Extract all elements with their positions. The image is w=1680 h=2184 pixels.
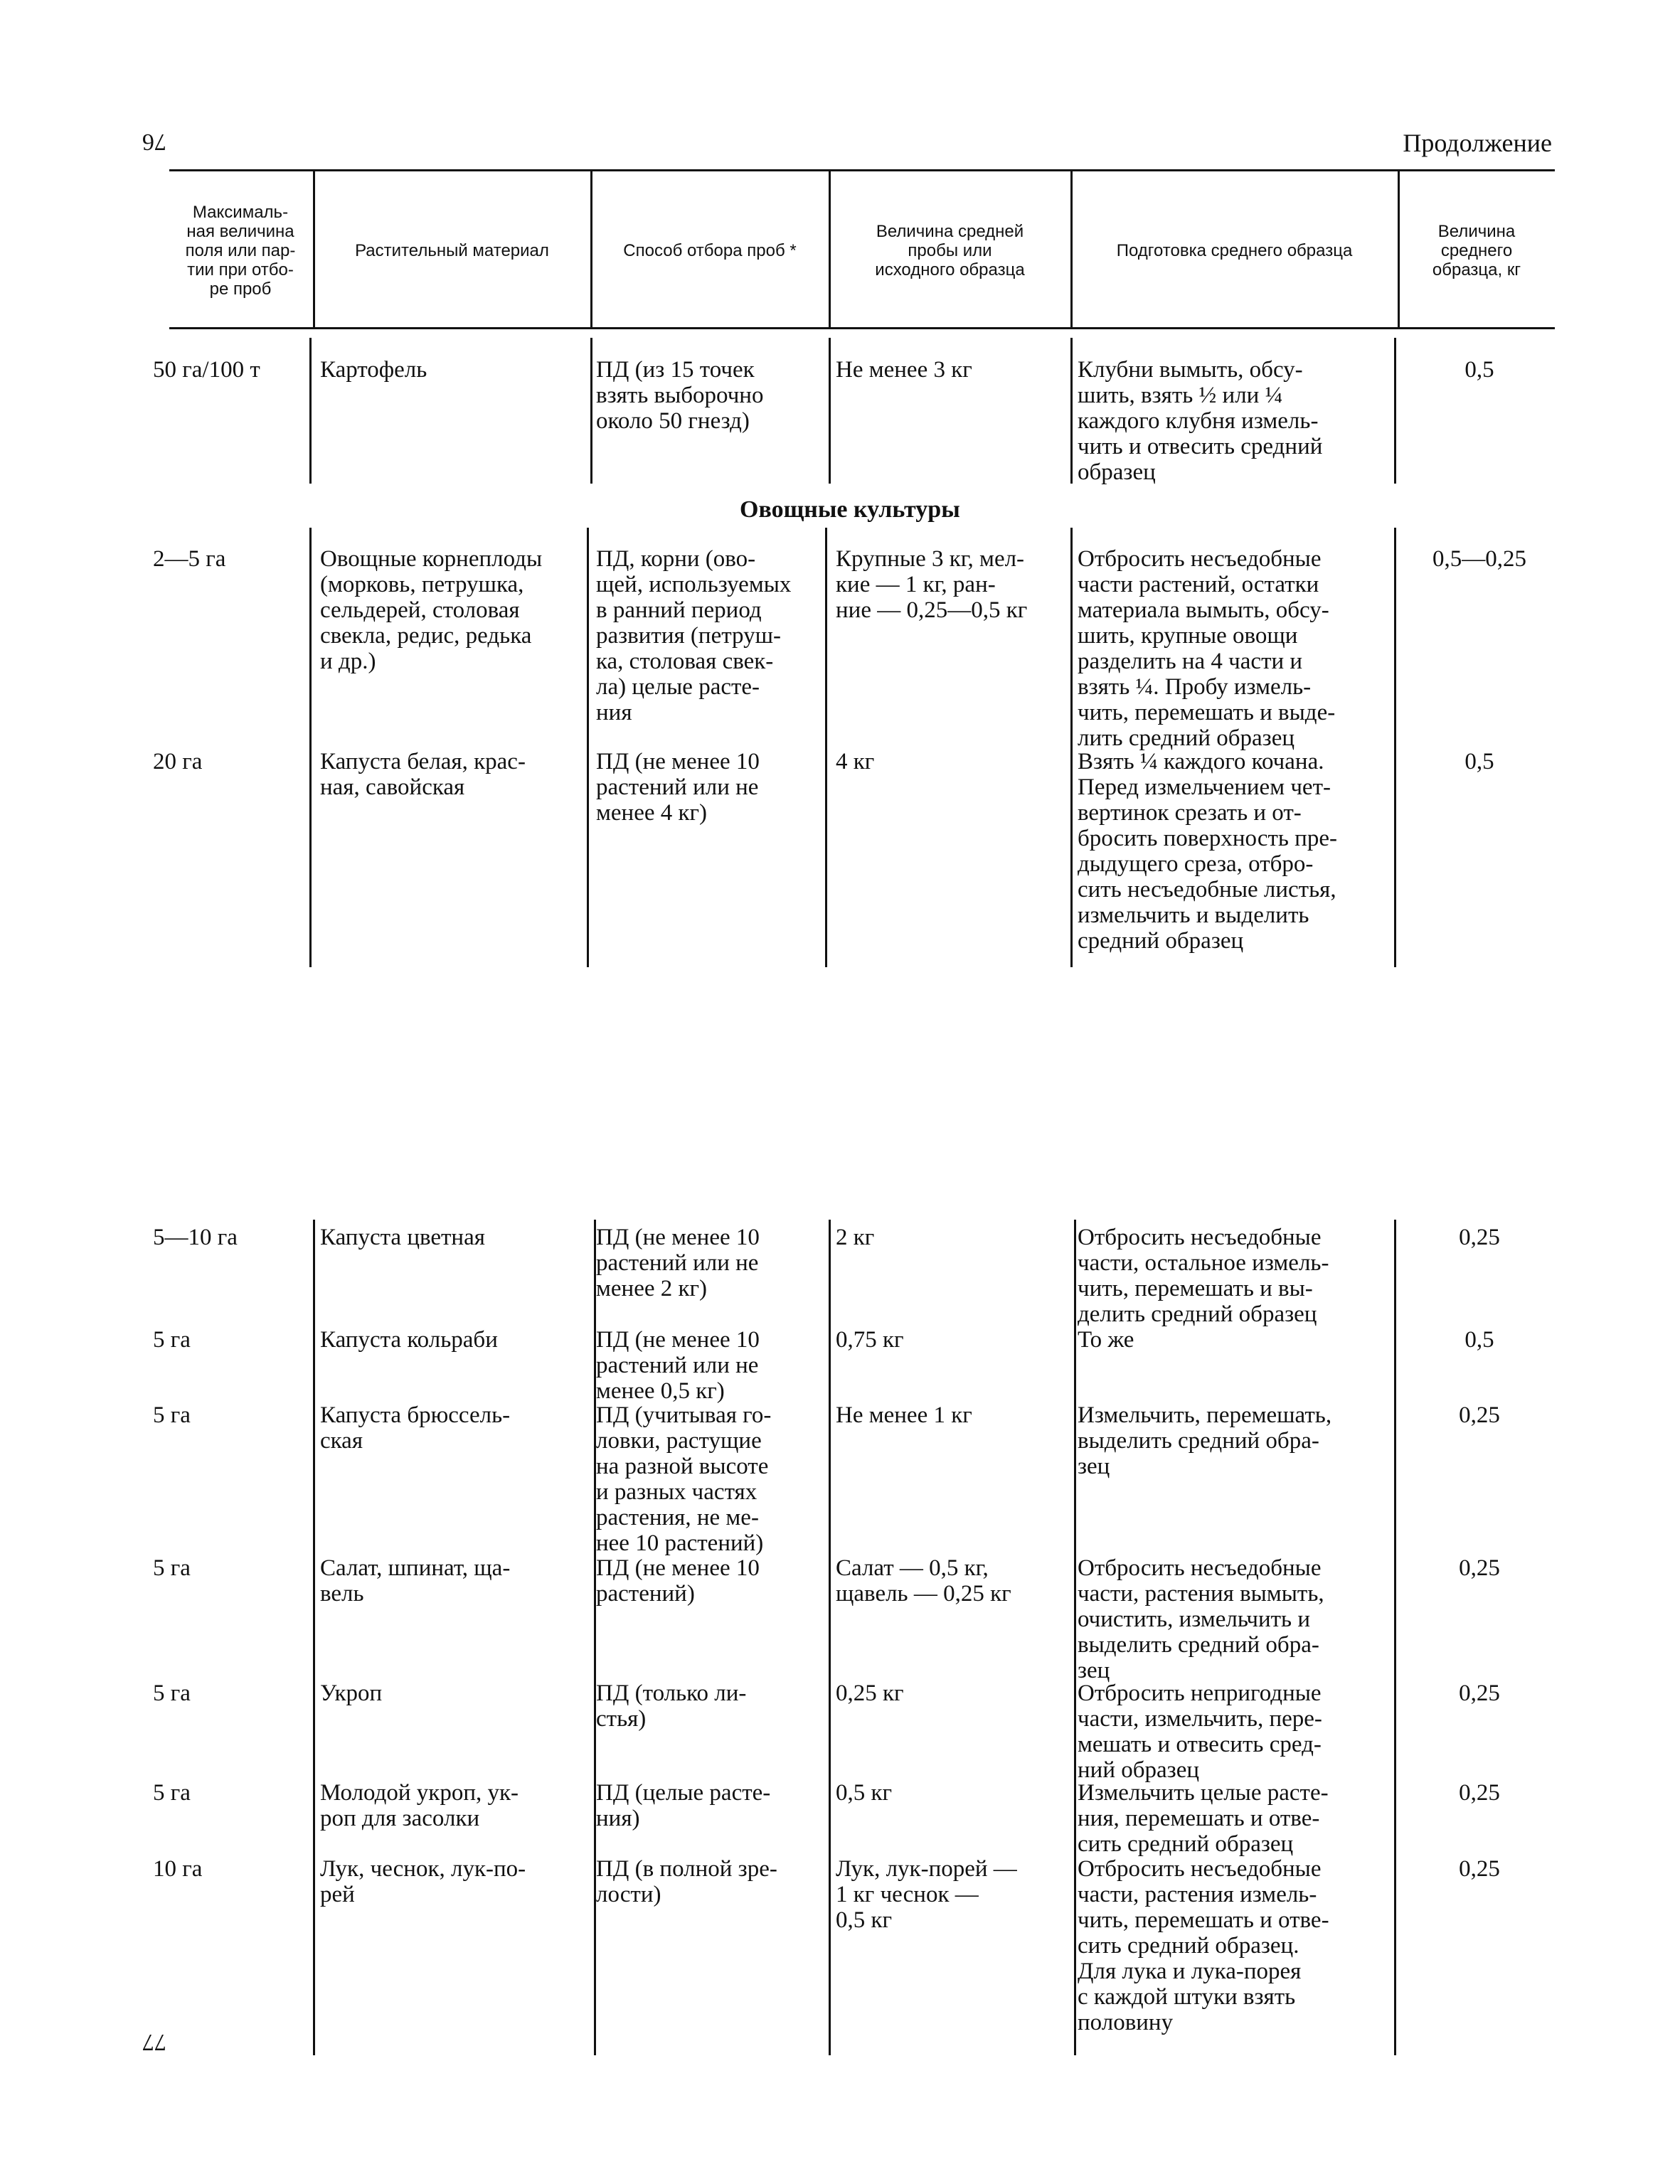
cell-sample-value: 0,5: [1464, 749, 1494, 774]
cell-preparation: Отбросить несъедобные части растений, остатки материала вымыть, обсу- шить, крупные овощи разделить на 4 части и взять ¼. Пробу измель- чить, перемешать и выде- лить средний образец: [1078, 546, 1336, 751]
cell-method: ПД (только ли- стья): [596, 1680, 747, 1732]
cell-preparation: Отбросить несъедобные части, остальное измель- чить, перемешать и вы- делить средний образец: [1078, 1225, 1329, 1327]
column-divider: [309, 338, 312, 484]
cell-area: 5 га: [153, 1680, 191, 1706]
cell-method: ПД (учитывая го- ловки, растущие на разной высоте и разных частях растения, не ме- нее 10 растений): [596, 1402, 772, 1556]
header-preparation: Подготовка среднего образца: [1116, 240, 1353, 260]
cell-method: ПД (в полной зре- лости): [596, 1856, 777, 1907]
column-divider: [1394, 338, 1396, 484]
cell-material: Капуста цветная: [320, 1225, 485, 1250]
cell-preparation: Измельчить целые расте- ния, перемешать и отве- сить средний образец: [1078, 1780, 1329, 1857]
column-divider: [1070, 528, 1073, 967]
cell-area: 5 га: [153, 1555, 191, 1581]
column-divider: [825, 528, 827, 967]
column-divider: [1070, 338, 1073, 484]
cell-area: 5 га: [153, 1327, 191, 1353]
column-divider: [1074, 1220, 1076, 2055]
column-divider: [829, 338, 831, 484]
cell-sample-size: Не менее 1 кг: [836, 1402, 972, 1428]
cell-method: ПД, корни (ово- щей, используемых в ранний период развития (петруш- ка, столовая свек- ла) целые расте- ния: [596, 546, 792, 725]
cell-area: 5 га: [153, 1402, 191, 1428]
cell-preparation: То же: [1078, 1327, 1134, 1353]
cell-material: Картофель: [320, 357, 427, 383]
continuation-label: Продолжение: [1403, 129, 1552, 157]
cell-material: Молодой укроп, ук- роп для засолки: [320, 1780, 519, 1831]
cell-sample-size: 4 кг: [836, 749, 875, 774]
cell-sample-value: 0,25: [1459, 1555, 1500, 1581]
cell-preparation: Клубни вымыть, обсу- шить, взять ½ или ¼ каждого клубня измель- чить и отвесить средний образец: [1078, 357, 1323, 485]
cell-area: 50 га/100 т: [153, 357, 260, 383]
cell-sample-size: 0,75 кг: [836, 1327, 904, 1353]
cell-preparation: Отбросить непригодные части, измельчить, пере- мешать и отвесить сред- ний образец: [1078, 1680, 1322, 1783]
cell-material: Салат, шпинат, ща- вель: [320, 1555, 511, 1607]
column-divider: [590, 338, 592, 484]
cell-sample-value: 0,25: [1459, 1225, 1500, 1250]
cell-area: 10 га: [153, 1856, 203, 1882]
cell-area: 5—10 га: [153, 1225, 238, 1250]
cell-preparation: Измельчить, перемешать, выделить средний обра- зец: [1078, 1402, 1332, 1479]
cell-sample-size: Лук, лук-порей — 1 кг чеснок — 0,5 кг: [836, 1856, 1017, 1933]
cell-material: Капуста кольраби: [320, 1327, 498, 1353]
cell-sample-size: 0,5 кг: [836, 1780, 893, 1806]
cell-sample-value: 0,25: [1459, 1856, 1500, 1882]
page-number-top: 76: [142, 129, 166, 155]
header-sample-value: Величина среднего образца, кг: [1432, 221, 1521, 279]
cell-preparation: Отбросить несъедобные части, растения измель- чить, перемешать и отве- сить средний образец. Для лука и лука-порея с каждой штуки взять половину: [1078, 1856, 1329, 2035]
column-divider: [1394, 528, 1396, 967]
header-sample-size: Величина средней пробы или исходного образца: [875, 221, 1025, 279]
cell-method: ПД (не менее 10 растений или не менее 2 кг): [596, 1225, 760, 1301]
cell-area: 5 га: [153, 1780, 191, 1806]
cell-sample-value: 0,25: [1459, 1780, 1500, 1806]
cell-sample-size: Салат — 0,5 кг, щавель — 0,25 кг: [836, 1555, 1011, 1607]
cell-area: 2—5 га: [153, 546, 226, 572]
cell-area: 20 га: [153, 749, 203, 774]
table-header-rule: [169, 327, 1555, 329]
column-divider: [313, 1220, 315, 2055]
cell-sample-size: 2 кг: [836, 1225, 875, 1250]
cell-method: ПД (целые расте- ния): [596, 1780, 771, 1831]
cell-sample-size: Крупные 3 кг, мел- кие — 1 кг, ран- ние — 0,25—0,5 кг: [836, 546, 1028, 623]
cell-material: Лук, чеснок, лук-по- рей: [320, 1856, 526, 1907]
cell-method: ПД (не менее 10 растений или не менее 0,5 кг): [596, 1327, 760, 1404]
cell-sample-size: Не менее 3 кг: [836, 357, 972, 383]
cell-method: ПД (не менее 10 растений или не менее 4 кг): [596, 749, 760, 826]
cell-sample-value: 0,5: [1464, 1327, 1494, 1353]
section-title: Овощные культуры: [740, 496, 960, 523]
cell-material: Капуста белая, крас- ная, савойская: [320, 749, 526, 800]
header-material: Растительный материал: [355, 240, 549, 260]
header-method: Способ отбора проб *: [623, 240, 797, 260]
column-divider: [829, 1220, 831, 2055]
page-number-bottom: 77: [142, 2029, 166, 2055]
column-divider: [587, 528, 589, 967]
cell-sample-value: 0,5—0,25: [1432, 546, 1526, 572]
cell-material: Овощные корнеплоды (морковь, петрушка, сельдерей, столовая свекла, редис, редька и др.): [320, 546, 543, 674]
header-area: Максималь- ная величина поля или пар- тии при отбо- ре проб: [185, 202, 296, 299]
cell-method: ПД (из 15 точек взять выборочно около 50 гнезд): [596, 357, 764, 434]
cell-material: Капуста брюссель- ская: [320, 1402, 511, 1454]
cell-sample-value: 0,5: [1464, 357, 1494, 383]
cell-method: ПД (не менее 10 растений): [596, 1555, 760, 1607]
column-divider: [1394, 1220, 1396, 2055]
cell-material: Укроп: [320, 1680, 383, 1706]
cell-preparation: Взять ¼ каждого кочана. Перед измельчением чет- вертинок срезать и от- бросить поверхность пре- дыдущего среза, отбро- сить несъедобные листья, измельчить и выделить средний образец: [1078, 749, 1337, 954]
cell-sample-value: 0,25: [1459, 1680, 1500, 1706]
cell-sample-size: 0,25 кг: [836, 1680, 904, 1706]
cell-preparation: Отбросить несъедобные части, растения вымыть, очистить, измельчить и выделить средний обра- зец: [1078, 1555, 1324, 1683]
cell-sample-value: 0,25: [1459, 1402, 1500, 1428]
column-divider: [309, 528, 312, 967]
table-top-rule: [169, 169, 1555, 171]
